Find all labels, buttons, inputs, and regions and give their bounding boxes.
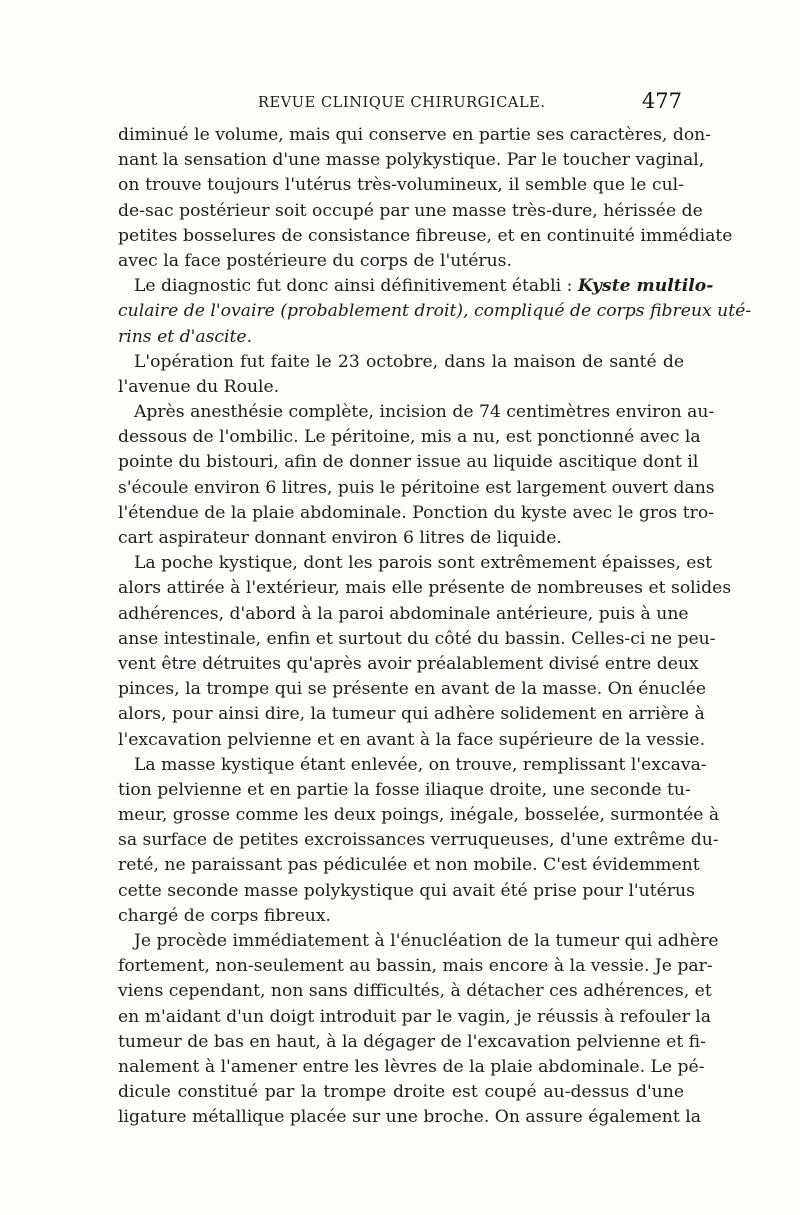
text-line: adhérences, d'abord à la paroi abdominale antérieure, puis à une <box>118 603 689 624</box>
text-line <box>118 274 714 299</box>
text-segment-italic: rins et d'ascite. <box>118 326 253 347</box>
text-line: de-sac postérieur soit occupé par une masse très-dure, hérissée de <box>118 200 703 221</box>
text-line: avec la face postérieure du corps de l'utérus. <box>118 250 512 271</box>
body-text <box>118 123 752 1131</box>
text-line: diminué le volume, mais qui conserve en partie ses caractères, don- <box>118 125 712 145</box>
text-line: cette seconde masse polykystique qui avait été prise pour l'utérus <box>118 880 695 901</box>
running-title: REVUE CLINIQUE CHIRURGICALE. <box>258 95 546 111</box>
text-line: fortement, non-seulement au bassin, mais encore à la vessie. Je par- <box>118 956 713 977</box>
text-line: l'étendue de la plaie abdominale. Ponction du kyste avec le gros tro- <box>118 502 714 523</box>
text-segment-italic: Kyste multilo- <box>577 276 714 297</box>
paragraph <box>118 753 720 929</box>
text-line: vent être détruites qu'après avoir préalablement divisé entre deux <box>118 653 699 674</box>
paragraph <box>118 274 752 350</box>
text-line <box>118 299 752 324</box>
text-line: tumeur de bas en haut, à la dégager de l'excavation pelvienne et fi- <box>118 1031 706 1052</box>
text-line: dessous de l'ombilic. Le péritoine, mis a nu, est ponctionné avec la <box>118 427 701 448</box>
text-line: l'avenue du Roule. <box>118 376 280 397</box>
text-line: viens cependant, non sans difficultés, à détacher ces adhérences, et <box>118 981 712 1002</box>
text-line: alors, pour ainsi dire, la tumeur qui adhère solidement en arrière à <box>118 704 705 725</box>
paragraph <box>118 551 732 753</box>
text-segment: Le diagnostic fut donc ainsi définitivement établi : <box>134 276 578 297</box>
text-line: pinces, la trompe qui se présente en avant de la masse. On énuclée <box>118 679 707 700</box>
text-line: tion pelvienne et en partie la fosse iliaque droite, une seconde tu- <box>118 779 691 800</box>
paragraph <box>118 350 684 400</box>
text-line: alors attirée à l'extérieur, mais elle présente de nombreuses et solides <box>118 578 732 599</box>
paragraph <box>118 929 719 1131</box>
text-line: ligature métallique placée sur une broche. On assure également la <box>118 1107 701 1128</box>
page-number: 477 <box>641 89 682 113</box>
text-line <box>118 325 684 350</box>
text-line: pointe du bistouri, afin de donner issue au liquide ascitique dont il <box>118 452 699 473</box>
text-line: sa surface de petites excroissances verruqueuses, d'une extrême du- <box>118 830 719 851</box>
paragraph <box>118 400 715 551</box>
text-line: reté, ne paraissant pas pédiculée et non mobile. C'est évidemment <box>118 855 700 876</box>
text-line: cart aspirateur donnant environ 6 litres de liquide. <box>118 528 562 548</box>
text-line: l'excavation pelvienne et en avant à la face supérieure de la vessie. <box>118 729 706 750</box>
text-line: Après anesthésie complète, incision de 74 centimètres environ au- <box>134 402 715 423</box>
text-line: chargé de corps fibreux. <box>118 905 331 926</box>
text-line: Je procède immédiatement à l'énucléation de la tumeur qui adhère <box>134 931 719 951</box>
text-line: on trouve toujours l'utérus très-volumineux, il semble que le cul- <box>118 175 684 196</box>
paragraph <box>118 123 733 274</box>
text-segment-italic: culaire de l'ovaire (probablement droit), compliqué de corps fibreux uté- <box>118 301 752 322</box>
text-line: anse intestinale, enfin et surtout du côté du bassin. Celles-ci ne peu- <box>118 628 716 649</box>
text-line: dicule constitué par la trompe droite est coupé au-dessus d'une <box>118 1082 684 1103</box>
text-line: nant la sensation d'une masse polykystique. Par le toucher vaginal, <box>118 150 705 171</box>
text-line: meur, grosse comme les deux poings, inégale, bosselée, surmontée à <box>118 805 720 826</box>
text-line: en m'aidant d'un doigt introduit par le vagin, je réussis à refouler la <box>118 1006 712 1027</box>
text-line: s'écoule environ 6 litres, puis le péritoine est largement ouvert dans <box>118 477 715 498</box>
text-line: La masse kystique étant enlevée, on trouve, remplissant l'excava- <box>134 754 707 775</box>
page-header <box>118 89 682 117</box>
text-line: L'opération fut faite le 23 octobre, dans la maison de santé de <box>134 351 684 372</box>
text-line: nalement à l'amener entre les lèvres de la plaie abdominale. Le pé- <box>118 1056 705 1077</box>
text-line: petites bosselures de consistance fibreuse, et en continuité immédiate <box>118 225 733 246</box>
text-line: La poche kystique, dont les parois sont extrêmement épaisses, est <box>134 553 713 574</box>
